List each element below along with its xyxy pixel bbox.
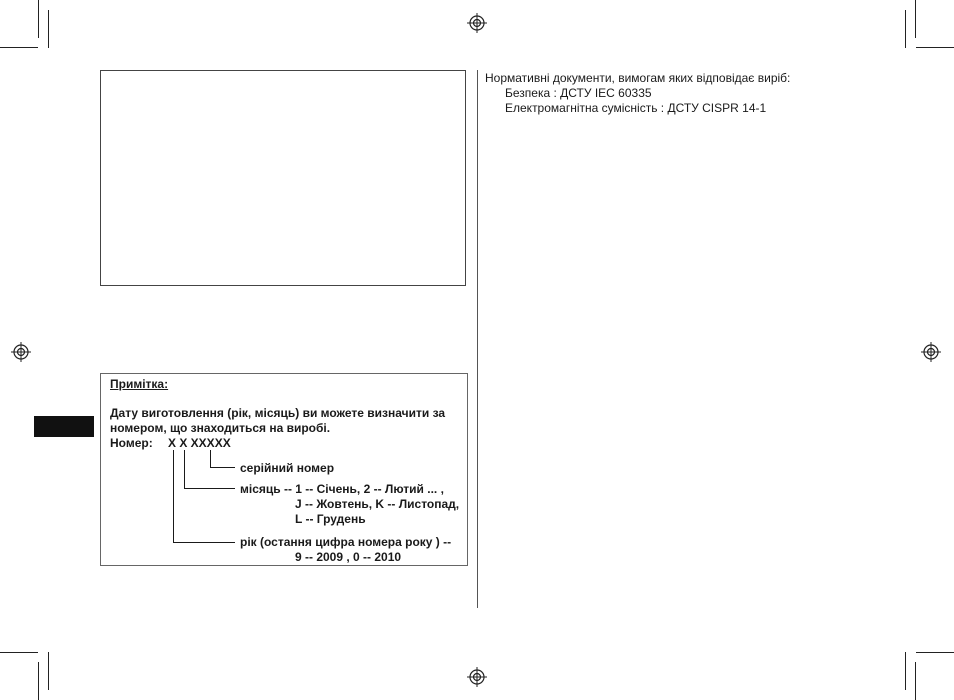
column-divider [477,70,478,608]
number-label: Номер: [110,436,153,450]
crop-mark [905,652,906,690]
month-line-3: L -- Грудень [295,512,366,526]
note-title: Примітка: [110,377,169,391]
serial-connector-vertical [210,450,211,468]
standards-heading: Нормативні документи, вимогам яких відповідає виріб: [485,71,791,85]
crop-mark [916,47,954,48]
serial-connector-horizontal [210,467,235,468]
number-value: X X XXXXX [168,436,231,450]
note-line-1: Дату виготовлення (рік, місяць) ви можете визначити за [110,406,446,420]
registration-mark-icon [11,342,31,362]
crop-mark [916,652,954,653]
month-line-1: місяць -- 1 -- Січень, 2 -- Лютий ... , [240,482,444,496]
registration-mark-icon [467,13,487,33]
language-tab-marker [34,416,94,437]
month-connector-horizontal [184,488,235,489]
registration-mark-icon [467,667,487,687]
year-line-1: рік (остання цифра номера року ) -- [240,535,452,549]
month-line-2: J -- Жовтень, K -- Листопад, [295,497,460,511]
note-line-2: номером, що знаходиться на виробі. [110,421,331,435]
standard-safety: Безпека : ДСТУ IEC 60335 [505,86,652,100]
crop-mark [48,652,49,690]
crop-mark [915,662,916,700]
crop-mark [38,662,39,700]
crop-mark [915,0,916,38]
crop-mark [0,652,38,653]
crop-mark [48,10,49,48]
registration-mark-icon [921,342,941,362]
serial-number-label: серійний номер [240,461,335,475]
month-connector-vertical [184,450,185,489]
crop-mark [905,10,906,48]
crop-mark [38,0,39,38]
year-connector-vertical [173,450,174,543]
year-connector-horizontal [173,542,235,543]
empty-frame [100,70,466,286]
standard-emc: Електромагнітна сумісність : ДСТУ CISPR 14-1 [505,101,767,115]
year-line-2: 9 -- 2009 , 0 -- 2010 [295,550,402,564]
crop-mark [0,47,38,48]
